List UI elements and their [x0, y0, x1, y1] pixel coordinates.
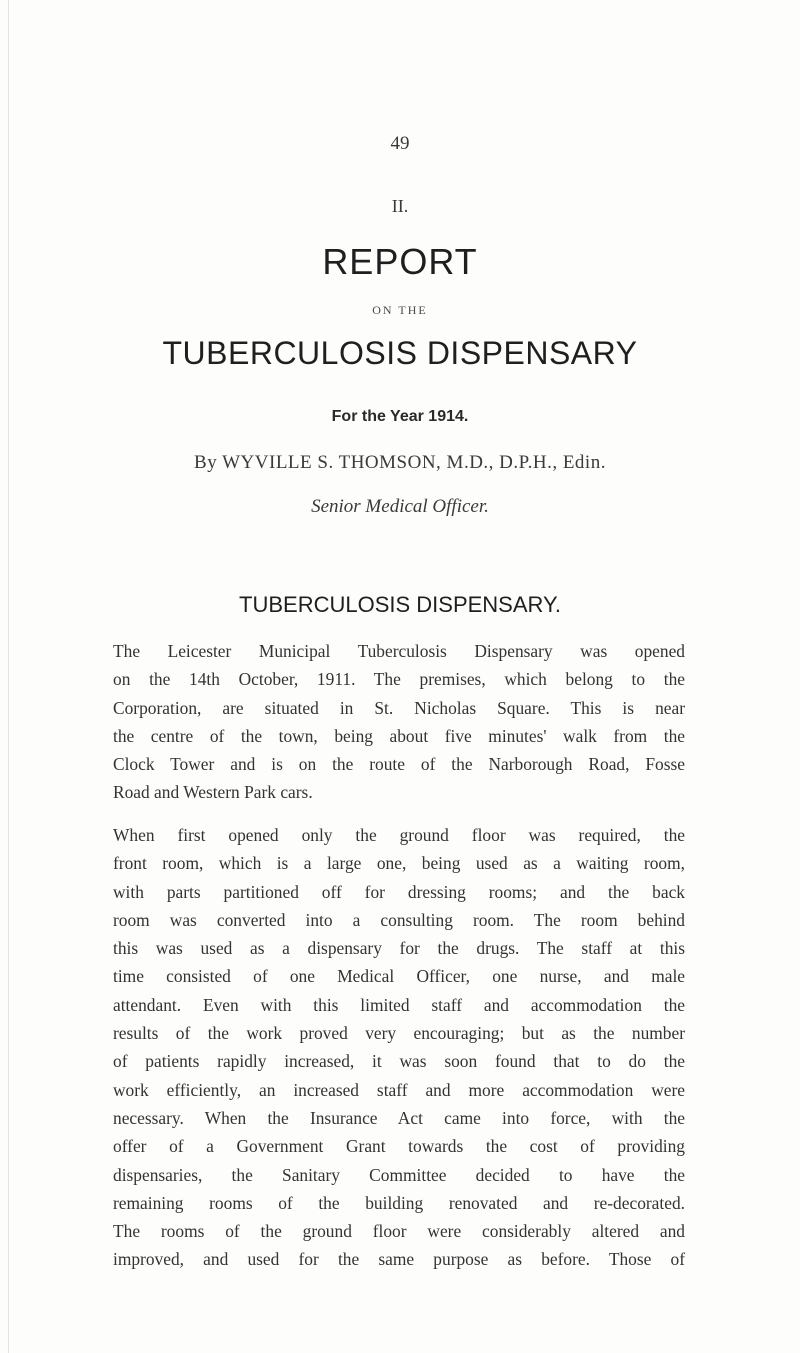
on-the-label: ON THE — [372, 303, 428, 317]
paragraph-line: The Leicester Municipal Tuberculosis Dispensary was opened — [113, 641, 685, 661]
paragraph-line: room was converted into a consulting room. The room behind — [113, 909, 685, 930]
paragraph-1 — [113, 637, 685, 807]
paragraph-line: offer of a Government Grant towards the cost of providing — [113, 1136, 685, 1157]
paragraph-line: on the 14th October, 1911. The premises, which belong to the — [113, 669, 685, 690]
year-line: For the Year 1914. — [331, 408, 469, 425]
report-title: REPORT — [322, 241, 478, 282]
paragraph-line: attendant. Even with this limited staff and accommodation the — [113, 994, 685, 1015]
paragraph-line: remaining rooms of the building renovated and re-decorated. — [113, 1192, 685, 1213]
paragraph-line: time consisted of one Medical Officer, one nurse, and male — [113, 966, 685, 987]
paragraph-2 — [113, 821, 685, 1274]
paragraph-line: The rooms of the ground floor were considerably altered and — [113, 1221, 685, 1242]
paragraph-line: Corporation, are situated in St. Nicholas Square. This is near — [113, 697, 685, 718]
section-heading: TUBERCULOSIS DISPENSARY. — [239, 592, 561, 617]
section-number: II. — [391, 196, 409, 216]
paragraph-line: When first opened only the ground floor was required, the — [113, 825, 685, 845]
author-line: By WYVILLE S. THOMSON, M.D., D.P.H., Edin. — [194, 452, 606, 473]
paragraph-line: results of the work proved very encouraging; but as the number — [113, 1023, 685, 1044]
subject-title: TUBERCULOSIS DISPENSARY — [162, 335, 638, 371]
paragraph-line: dispensaries, the Sanitary Committee decided to have the — [113, 1164, 685, 1185]
paragraph-line: front room, which is a large one, being used as a waiting room, — [113, 853, 685, 874]
paragraph-line: Road and Western Park cars. — [113, 782, 313, 803]
paragraph-line: improved, and used for the same purpose as before. Those of — [113, 1249, 685, 1270]
paragraph-line: of patients rapidly increased, it was soon found that to do the — [113, 1051, 685, 1072]
author-role: Senior Medical Officer. — [311, 496, 489, 517]
paragraph-line: necessary. When the Insurance Act came into force, with the — [113, 1107, 685, 1128]
paragraph-line: with parts partitioned off for dressing rooms; and the back — [113, 881, 685, 902]
paragraph-line: Clock Tower and is on the route of the Narborough Road, Fosse — [113, 754, 685, 775]
page-number: 49 — [390, 133, 410, 154]
paragraph-line: the centre of the town, being about five minutes' walk from the — [113, 725, 685, 746]
paragraph-line: work efficiently, an increased staff and more accommodation were — [113, 1079, 685, 1100]
paragraph-line: this was used as a dispensary for the drugs. The staff at this — [113, 938, 685, 959]
